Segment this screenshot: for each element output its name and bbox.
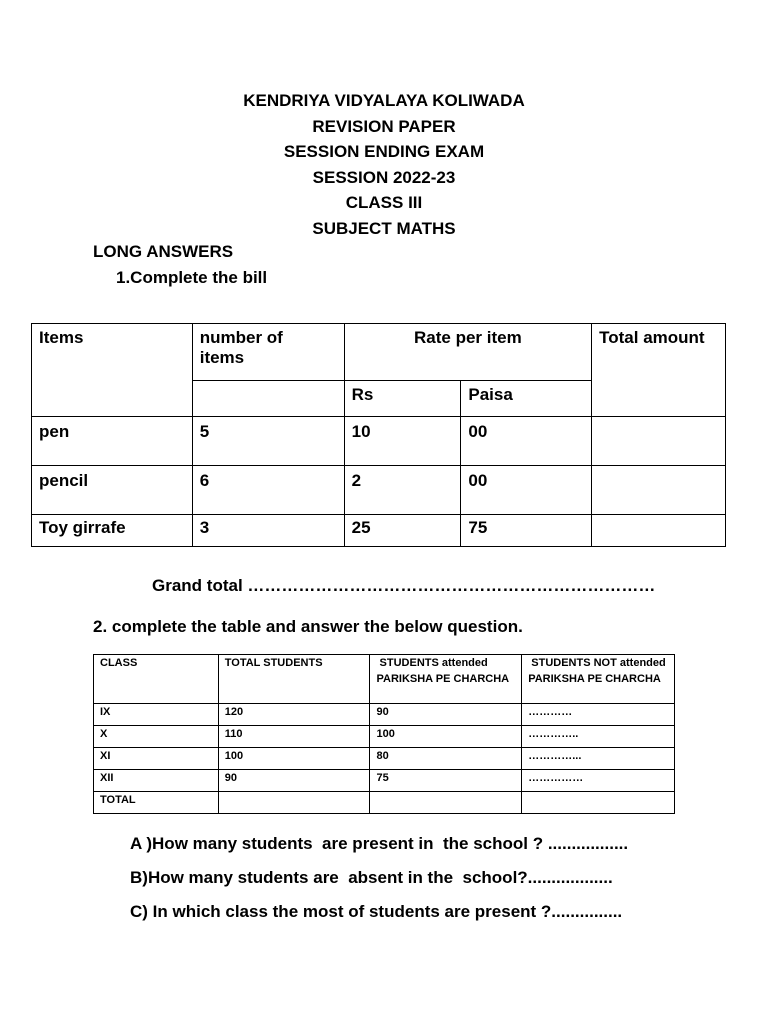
school-name: KENDRIYA VIDYALAYA KOLIWADA [243,91,525,110]
class-cell: X [94,726,219,748]
header-total-students: TOTAL STUDENTS [218,655,370,704]
paper-header [0,88,768,242]
total-cell: 120 [218,704,370,726]
attended-cell: 90 [370,704,522,726]
attended-cell: 80 [370,748,522,770]
table-row [32,417,726,466]
attended-cell: 75 [370,770,522,792]
class-cell: XI [94,748,219,770]
item-name: pen [32,417,193,466]
table-row [32,515,726,547]
header-number-of-items: number of items [192,324,344,381]
item-rs: 2 [344,466,461,515]
class-cell: IX [94,704,219,726]
not-attended-cell: ………….. [522,726,675,748]
total-cell: 90 [218,770,370,792]
table-row [94,770,675,792]
students-table [93,654,675,814]
header-rs: Rs [344,381,461,417]
exam-name: SESSION ENDING EXAM [283,142,485,162]
bill-header-row [32,324,726,381]
table-row [94,704,675,726]
session-year: SESSION 2022-23 [312,167,456,187]
item-name: Toy girrafe [32,515,193,547]
item-total [592,466,726,515]
grand-total-line: Grand total ……………………………………………………………… [152,576,656,595]
section-title: LONG ANSWERS [93,242,234,261]
item-total [592,515,726,547]
item-rs: 25 [344,515,461,547]
question-b: B)How many students are absent in the school?.................. [130,868,613,887]
total-not-attended-sum [522,792,675,814]
item-paisa: 00 [461,417,592,466]
bill-table [31,323,726,547]
total-attended-sum [370,792,522,814]
total-label: TOTAL [94,792,219,814]
table-row [94,748,675,770]
question-c: C) In which class the most of students are present ?............... [130,902,623,921]
students-header-row [94,655,675,704]
paper-type: REVISION PAPER [312,116,456,136]
not-attended-cell: ………… [522,704,675,726]
total-cell: 110 [218,726,370,748]
class-cell: XII [94,770,219,792]
subject-label: SUBJECT MATHS [312,218,456,238]
item-number: 3 [192,515,344,547]
table-row [32,466,726,515]
total-students-sum [218,792,370,814]
item-number: 5 [192,417,344,466]
header-class: CLASS [94,655,219,704]
item-rs: 10 [344,417,461,466]
attended-cell: 100 [370,726,522,748]
question-2-subquestions [130,832,628,934]
item-paisa: 75 [461,515,592,547]
question-2-title: 2. complete the table and answer the below question. [93,617,523,636]
total-row [94,792,675,814]
question-1-title: 1.Complete the bill [116,268,268,287]
total-cell: 100 [218,748,370,770]
item-total [592,417,726,466]
header-paisa: Paisa [461,381,592,417]
table-row [94,726,675,748]
header-rate-per-item: Rate per item [344,324,592,381]
question-a: A )How many students are present in the school ? ................. [130,834,629,853]
not-attended-cell: …………... [522,748,675,770]
item-paisa: 00 [461,466,592,515]
header-students-attended: STUDENTS attended PARIKSHA PE CHARCHA [370,655,522,704]
header-total-amount: Total amount [592,324,726,417]
not-attended-cell: …………… [522,770,675,792]
class-label: CLASS III [345,193,423,213]
item-name: pencil [32,466,193,515]
header-items: Items [32,324,193,417]
subheader-empty-cell [192,381,344,417]
header-students-not-attended: STUDENTS NOT attended PARIKSHA PE CHARCHA [522,655,675,704]
item-number: 6 [192,466,344,515]
